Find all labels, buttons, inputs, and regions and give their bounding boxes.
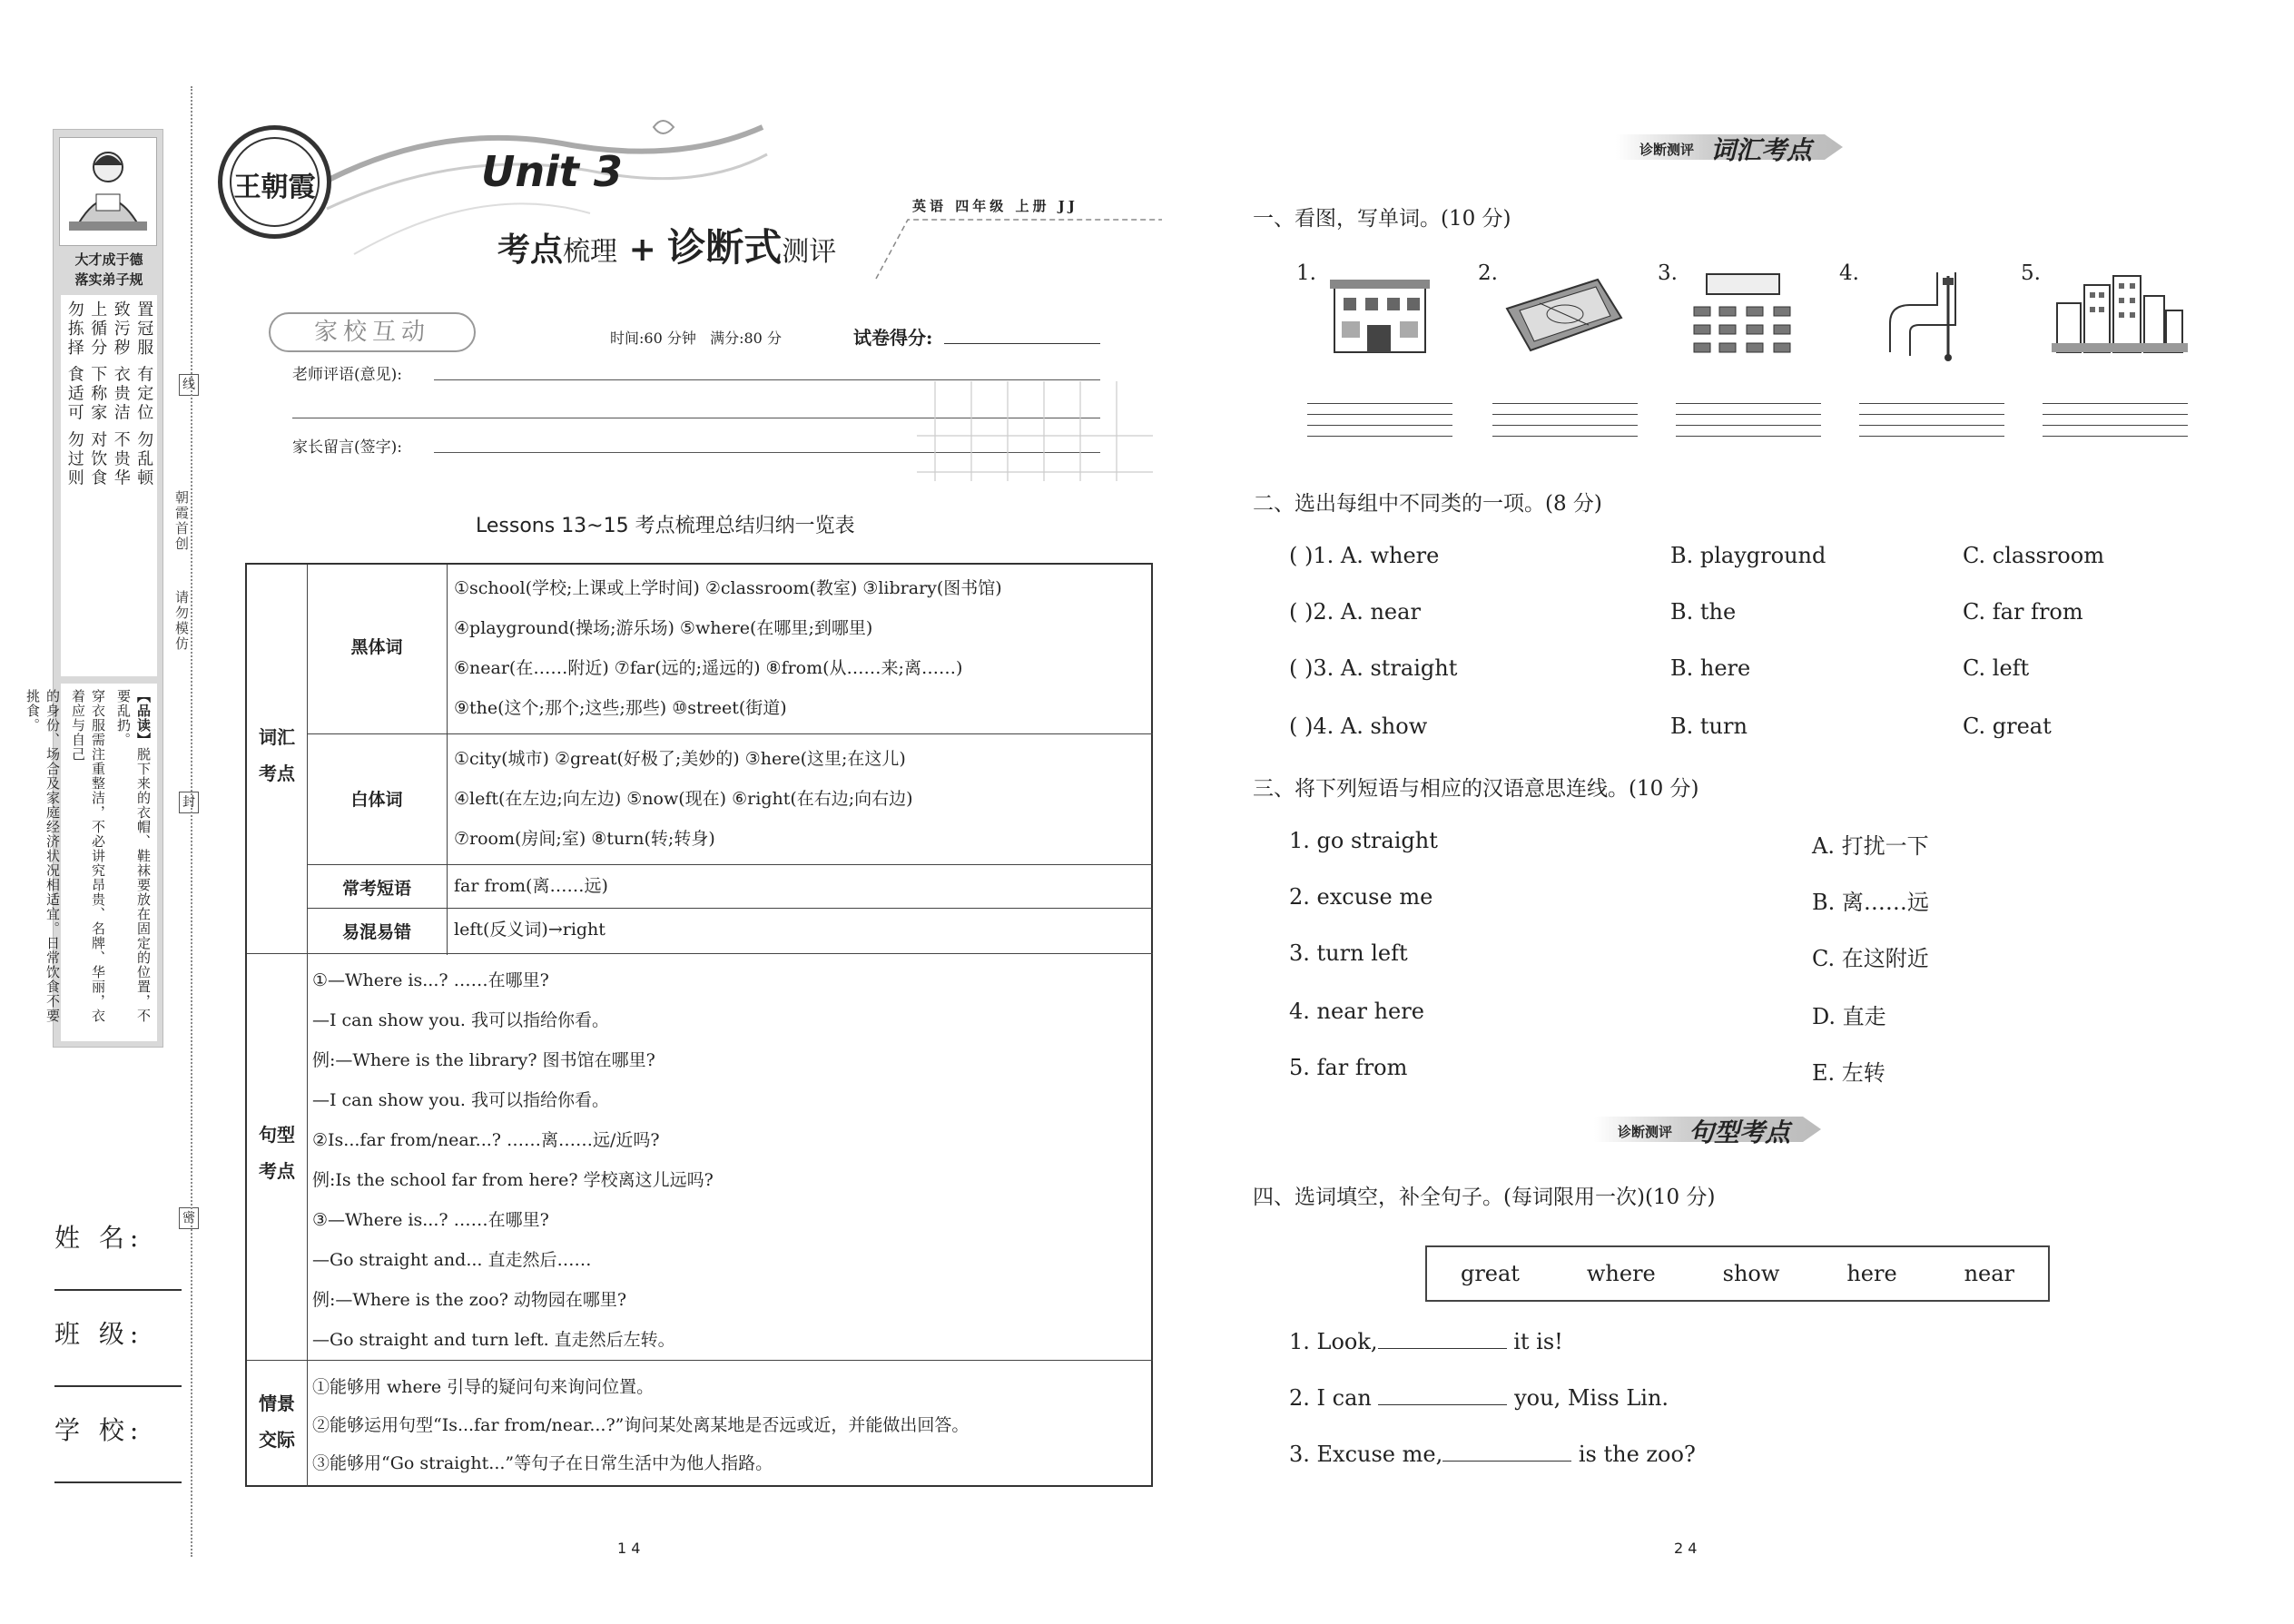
category-vocab: 词汇 考点 bbox=[259, 726, 295, 784]
answer-line[interactable] bbox=[2043, 414, 2188, 415]
word-bank bbox=[1425, 1245, 2050, 1302]
answer-line[interactable] bbox=[1307, 425, 1452, 426]
subcategory-bold-words: 黑体词 bbox=[350, 637, 403, 657]
q2-item-number[interactable]: ( )2. A. near bbox=[1289, 599, 1421, 625]
situation-line: ①能够用 where 引导的疑问句来询问位置。 bbox=[312, 1377, 655, 1397]
picture-number: 5. bbox=[2021, 261, 2041, 285]
answer-line[interactable] bbox=[1492, 414, 1638, 415]
bold-word-line: ④playground(操场;游乐场) ⑤where(在哪里;到哪里) bbox=[454, 618, 873, 638]
category-sentence: 句型 考点 bbox=[259, 1124, 295, 1182]
answer-line[interactable] bbox=[1492, 425, 1638, 426]
answer-line[interactable] bbox=[1859, 414, 2004, 415]
fill-blank[interactable] bbox=[1378, 1331, 1507, 1349]
bold-word-line: ⑨the(这个;那个;这些;那些) ⑩street(街道) bbox=[454, 698, 787, 718]
score-label: 试卷得分: bbox=[853, 327, 933, 349]
q2-option-c: C. left bbox=[1963, 655, 2030, 681]
motto: 大才成于德 落实弟子规 bbox=[74, 251, 143, 288]
rule-col: 致污秽 衣贵洁 不贵华 bbox=[111, 300, 131, 488]
corner-grid-decoration bbox=[917, 381, 1153, 481]
sentence-line: 例:—Where is the library? 图书馆在哪里? bbox=[312, 1050, 655, 1070]
white-word-line: ⑦room(房间;室) ⑧turn(转;转身) bbox=[454, 829, 715, 849]
school-label: 学 校: bbox=[54, 1415, 144, 1445]
subtitle-dashed-arrow bbox=[871, 211, 1171, 283]
q3-right-meaning[interactable]: D. 直走 bbox=[1812, 1004, 1886, 1029]
q3-left-phrase[interactable]: 3. turn left bbox=[1289, 940, 1408, 966]
subcategory-confusables: 易混易错 bbox=[341, 922, 411, 942]
confusable-cell: left(反义词)→right bbox=[454, 920, 605, 940]
parent-comment-label: 家长留言(签字): bbox=[292, 438, 402, 457]
picture-number: 2. bbox=[1478, 261, 1498, 285]
situation-line: ②能够运用句型“Is...far from/near...?”询问某处离某地是否远或近，并能做出回答。 bbox=[312, 1415, 970, 1435]
question-2-title: 二、选出每组中不同类的一项。(8 分) bbox=[1253, 492, 1602, 516]
fill-blank[interactable] bbox=[1442, 1443, 1571, 1462]
page-number-right: 2 4 bbox=[1674, 1540, 1698, 1557]
situation-line: ③能够用“Go straight...”等句子在日常生活中为他人指路。 bbox=[312, 1453, 773, 1473]
sentence-line: —Go straight and... 直走然后…… bbox=[312, 1250, 592, 1270]
white-word-line: ①city(城市) ②great(好极了;美妙的) ③here(这里;在这儿) bbox=[454, 749, 906, 769]
answer-line[interactable] bbox=[1676, 403, 1821, 404]
logo-text: 王朝霞 bbox=[233, 172, 316, 203]
answer-line[interactable] bbox=[1492, 403, 1638, 404]
answer-line[interactable] bbox=[2043, 436, 2188, 437]
fill-blank[interactable] bbox=[1378, 1387, 1507, 1405]
q2-option-c: C. great bbox=[1963, 714, 2052, 739]
q3-right-meaning[interactable]: E. 左转 bbox=[1812, 1060, 1885, 1086]
name-label: 姓 名: bbox=[54, 1223, 144, 1253]
q2-option-c: C. classroom bbox=[1963, 543, 2104, 568]
answer-line[interactable] bbox=[1859, 425, 2004, 426]
question-1-title: 一、看图，写单词。(10 分) bbox=[1253, 207, 1511, 231]
sentence-line: ①—Where is...? ……在哪里? bbox=[312, 970, 549, 990]
sentence-line: ②Is...far from/near...? ……离……远/近吗? bbox=[312, 1130, 660, 1150]
scholar-illustration bbox=[59, 137, 157, 246]
pinread-text: 【品读】脱下来的衣帽、鞋袜要放在固定的位置，不要乱扔。 bbox=[115, 689, 152, 1023]
city-skyline-icon bbox=[2052, 271, 2188, 358]
subcategory-white-words: 白体词 bbox=[350, 790, 403, 810]
q2-option-b: B. playground bbox=[1670, 543, 1826, 568]
answer-line[interactable] bbox=[1859, 403, 2004, 404]
sentence-line: 例:Is the school far from here? 学校离这儿远吗? bbox=[312, 1170, 714, 1190]
word-bank-item: where bbox=[1586, 1261, 1656, 1286]
picture-number: 3. bbox=[1658, 261, 1678, 285]
sentence-line: —I can show you. 我可以指给你看。 bbox=[312, 1010, 610, 1030]
rules-columns bbox=[61, 295, 157, 676]
word-bank-item: here bbox=[1846, 1261, 1897, 1286]
q4-sentence: 3. Excuse me, is the zoo? bbox=[1289, 1442, 1696, 1467]
answer-line[interactable] bbox=[2043, 403, 2188, 404]
answer-line[interactable] bbox=[1676, 414, 1821, 415]
question-3-title: 三、将下列短语与相应的汉语意思连线。(10 分) bbox=[1253, 777, 1699, 801]
q2-option-b: B. turn bbox=[1670, 714, 1748, 739]
answer-line[interactable] bbox=[1307, 403, 1452, 404]
name-input-line[interactable] bbox=[54, 1289, 182, 1291]
word-bank-item: near bbox=[1964, 1261, 2015, 1286]
answer-line[interactable] bbox=[1492, 436, 1638, 437]
class-label: 班 级: bbox=[54, 1319, 144, 1349]
q3-left-phrase[interactable]: 5. far from bbox=[1289, 1055, 1408, 1080]
picture-number: 4. bbox=[1839, 261, 1859, 285]
exam-info: 时间:60 分钟 满分:80 分 bbox=[610, 330, 782, 347]
q3-right-meaning[interactable]: A. 打扰一下 bbox=[1812, 833, 1929, 859]
picture-number: 1. bbox=[1296, 261, 1316, 285]
sentence-line: 例:—Where is the zoo? 动物园在哪里? bbox=[312, 1290, 627, 1310]
cut-mark: 密 bbox=[179, 1207, 199, 1229]
class-input-line[interactable] bbox=[54, 1385, 182, 1387]
cut-mark: 线 bbox=[179, 374, 199, 396]
category-situation: 情景 交际 bbox=[259, 1393, 295, 1451]
publisher-logo bbox=[218, 125, 331, 239]
q2-option-b: B. the bbox=[1670, 599, 1737, 625]
answer-line[interactable] bbox=[2043, 425, 2188, 426]
question-4-title: 四、选词填空，补全句子。(每词限用一次)(10 分) bbox=[1253, 1186, 1716, 1209]
unit-title: Unit 3 bbox=[481, 147, 623, 196]
section-banner-sentence: 诊断测评 句型考点 bbox=[1594, 1111, 1839, 1147]
library-building-icon bbox=[1325, 269, 1434, 359]
teacher-comment-line[interactable] bbox=[434, 379, 1100, 380]
q2-item-number[interactable]: ( )1. A. where bbox=[1289, 543, 1440, 568]
phrase-cell: far from(离……远) bbox=[454, 876, 608, 896]
q4-sentence: 2. I can you, Miss Lin. bbox=[1289, 1385, 1669, 1411]
pinread-text: 的身份、场合及家庭经济状况相适宜。日常饮食不要挑食。 bbox=[25, 689, 61, 1023]
word-bank-item: show bbox=[1722, 1261, 1780, 1286]
bold-word-line: ①school(学校;上课或上学时间) ②classroom(教室) ③library(图书馆) bbox=[454, 578, 1002, 598]
q3-left-phrase[interactable]: 1. go straight bbox=[1289, 828, 1438, 853]
side-note-copyright: 请勿模仿 bbox=[173, 590, 190, 652]
school-input-line[interactable] bbox=[54, 1481, 182, 1483]
page-subtitle: 考点梳理 + 诊断式测评 bbox=[497, 225, 837, 270]
q2-item-number[interactable]: ( )3. A. straight bbox=[1289, 655, 1458, 681]
answer-line[interactable] bbox=[1307, 436, 1452, 437]
home-school-badge: 家校互动 bbox=[269, 312, 476, 352]
bold-word-line: ⑥near(在……附近) ⑦far(远的;遥远的) ⑧from(从……来;离……) bbox=[454, 658, 963, 678]
key-points-table bbox=[245, 563, 1153, 1487]
score-input-line[interactable] bbox=[944, 343, 1100, 344]
q4-sentence: 1. Look, it is! bbox=[1289, 1329, 1563, 1354]
sentence-line: —I can show you. 我可以指给你看。 bbox=[312, 1090, 610, 1110]
white-word-line: ④left(在左边;向左边) ⑤now(现在) ⑥right(在右边;向右边) bbox=[454, 789, 913, 809]
sentence-line: ③—Where is...? ……在哪里? bbox=[312, 1210, 549, 1230]
q3-right-meaning[interactable]: C. 在这附近 bbox=[1812, 946, 1929, 971]
side-note-original: 朝霞首创 bbox=[173, 490, 190, 552]
page-number-left: 1 4 bbox=[617, 1540, 641, 1557]
pinread-box bbox=[25, 684, 157, 1041]
q2-option-b: B. here bbox=[1670, 655, 1751, 681]
cut-mark: 封 bbox=[179, 792, 199, 813]
subcategory-phrases: 常考短语 bbox=[341, 879, 411, 899]
q3-left-phrase[interactable]: 2. excuse me bbox=[1289, 884, 1433, 910]
pinread-text: 穿衣服需注重整洁，不必讲究昂贵、名牌、华丽，衣着应与自己 bbox=[70, 689, 106, 1023]
table-title: Lessons 13~15 考点梳理总结归纳一览表 bbox=[476, 515, 855, 537]
answer-line[interactable] bbox=[1676, 436, 1821, 437]
word-bank-item: great bbox=[1460, 1261, 1520, 1286]
teacher-comment-label: 老师评语(意见): bbox=[292, 366, 402, 384]
q3-right-meaning[interactable]: B. 离……远 bbox=[1812, 890, 1929, 915]
q2-option-c: C. far from bbox=[1963, 599, 2083, 625]
answer-line[interactable] bbox=[1859, 436, 2004, 437]
playground-icon bbox=[1498, 272, 1625, 356]
q3-left-phrase[interactable]: 4. near here bbox=[1289, 999, 1424, 1024]
sentence-line: —Go straight and turn left. 直走然后左转。 bbox=[312, 1330, 675, 1350]
answer-line[interactable] bbox=[1307, 414, 1452, 415]
subject-grade-tag: 英语 四年级 上册 JJ bbox=[912, 198, 1078, 214]
answer-line[interactable] bbox=[1676, 425, 1821, 426]
fold-line bbox=[191, 86, 192, 1557]
rule-col: 勿拣择 食适可 勿过则 bbox=[64, 300, 84, 488]
rule-col: 上循分 下称家 对饮食 bbox=[88, 300, 108, 488]
rule-col: 置冠服 有定位 勿乱顿 bbox=[134, 300, 154, 488]
section-banner-vocab: 诊断测评 词汇考点 bbox=[1616, 129, 1861, 165]
classroom-icon bbox=[1689, 271, 1797, 358]
student-conduct-strip bbox=[25, 129, 163, 1048]
street-corner-icon bbox=[1883, 269, 1974, 363]
q2-item-number[interactable]: ( )4. A. show bbox=[1289, 714, 1428, 739]
